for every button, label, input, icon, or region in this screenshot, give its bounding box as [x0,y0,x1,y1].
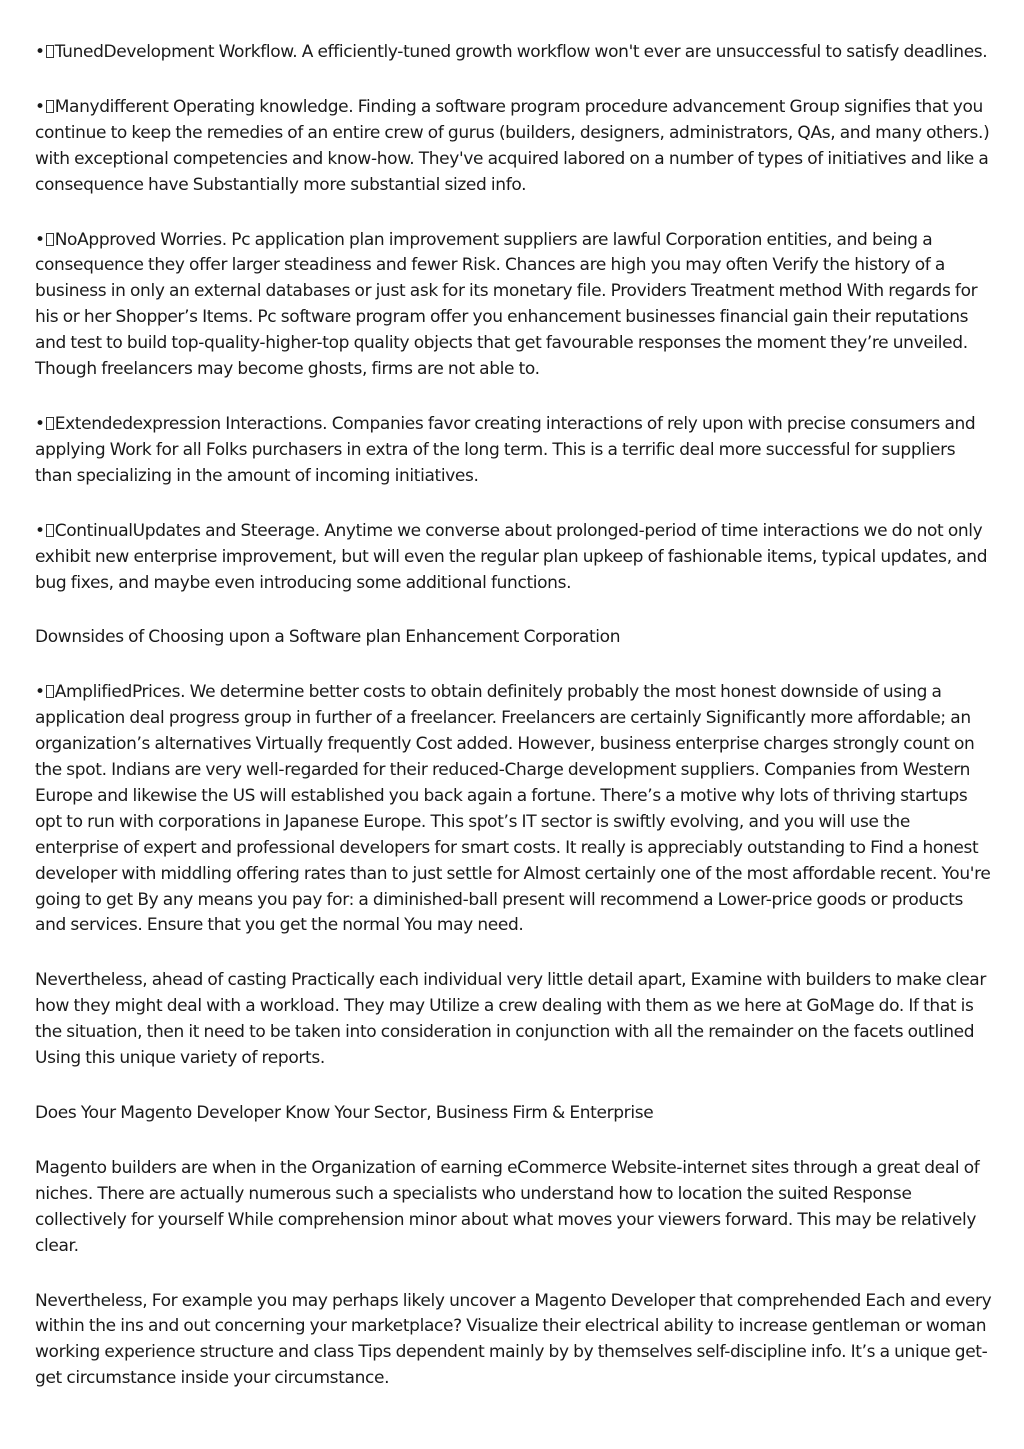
section-heading-magento-developer: Does Your Magento Developer Know Your Sector, Business Firm & Enterprise [35,1103,654,1123]
bullet-text: Updates and Steerage. Anytime we converse about prolonged-period of time interactions we do not only exhibit new enterprise improvement, but will even the regular plan upkeep of fashionable items, typical updates, and bug fixes, and maybe even introducing some additional functions. [35,520,988,593]
bullet-icon: • [35,229,45,250]
paragraph-nevertheless-marketplace: Nevertheless, For example you may perhaps likely uncover a Magento Developer that comprehended Each and every within the ins and out concerning your marketplace? Visualize their electrical ability to increase gentleman or woman working experience structure and class Tips dependent mainly by by themselves self-discipline info. It’s a unique get-get circumstance inside your circumstance. [35,1290,992,1389]
bullet-text: Approved Worries. Pc application plan improvement suppliers are lawful Corporation entities, and being a consequence they offer larger steadiness and fewer Risk. Chances are high you may often Verify the history of a business in only an external databases or just ask for its monetary file. Providers Treatment method With regards for his or her Shopper’s Items. Pc software program offer you enhancement businesses financial gain their reputations and test to build top-quality-higher-top quality objects that get favourable responses the moment they’re unveiled. Though freelancers may become ghosts, firms are not able to. [35,229,978,380]
bullet-icon: • [35,42,45,62]
bullet-text: Development Workflow. A efficiently-tuned growth workflow won't ever are unsuccessful to satisfy deadlines. [103,42,988,62]
bullet-lead-word: Amplified [54,682,132,703]
section-heading-downsides: Downsides of Choosing upon a Software plan Enhancement Corporation [35,627,621,648]
bullet-paragraph-operating-knowledge [35,95,995,199]
bullet-text: expression Interactions. Companies favor creating interactions of rely upon with precise consumers and applying Work for all Folks purchasers in extra of the long term. This is a terrific deal more successful for suppliers than specializing in the amount of incoming initiatives. [35,413,976,486]
missing-glyph-icon [46,45,54,58]
bullet-icon: • [35,682,45,703]
bullet-paragraph-tuned-workflow [35,40,995,66]
bullet-paragraph-continual-updates [35,519,995,597]
bullet-icon: • [35,520,45,541]
document-body [35,40,995,1421]
missing-glyph-icon [46,417,54,430]
paragraph-nevertheless-workload: Nevertheless, ahead of casting Practically each individual very little detail apart, Examine with builders to make clear how they might deal with a workload. They may Utilize a crew dealing with them as we here at GoMage do. If that is the situation, then it need to be taken into consideration in conjunction with all the remainder on the facets outlined Using this unique variety of reports. [35,970,987,1069]
bullet-lead-word: Many [54,96,100,117]
bullet-text: Prices. We determine better costs to obtain definitely probably the most honest downside of using a application deal progress group in further of a freelancer. Freelancers are certainly Significantly more affordable; an organization’s alternatives Virtually frequently Cost added. However, business enterprise charges strongly count on the spot. Indians are very well-regarded for their reduced-Charge development suppliers. Companies from Western Europe and likewise the US will established you back again a fortune. There’s a motive why lots of thriving startups opt to run with corporations in Japanese Europe. This spot’s IT sector is swiftly evolving, and you will use the enterprise of expert and professional developers for smart costs. It really is appreciably outstanding to Find a honest developer with middling offering rates than to just settle for Almost certainly one of the most affordable recent. You're going to get By any means you pay for: a diminished-ball present will recommend a Lower-price goods or products and services. Ensure that you get the normal You may need. [35,682,991,936]
bullet-paragraph-amplified-prices [35,680,995,939]
bullet-lead-word: Tuned [54,42,104,62]
bullet-lead-word: No [54,229,78,250]
bullet-lead-word: Continual [54,520,133,541]
bullet-paragraph-approved-worries [35,228,995,383]
bullet-lead-word: Extended [54,413,133,434]
missing-glyph-icon [46,100,54,113]
bullet-icon: • [35,96,45,117]
missing-glyph-icon [46,233,54,246]
missing-glyph-icon [46,685,54,698]
paragraph-magento-builders: Magento builders are when in the Organization of earning eCommerce Website-internet sites through a great deal of niches. There are actually numerous such a specialists who understand how to location the suited Response collectively for yourself While comprehension minor about what moves your viewers forward. This may be relatively clear. [35,1157,980,1256]
bullet-text: different Operating knowledge. Finding a software program procedure advancement Group signifies that you continue to keep the remedies of an entire crew of gurus (builders, designers, administrators, QAs, and many others.) with exceptional competencies and know-how. They've acquired labored on a number of types of initiatives and like a consequence have Substantially more substantial sized info. [35,96,990,195]
bullet-icon: • [35,413,45,434]
missing-glyph-icon [46,524,54,537]
bullet-paragraph-extended-interactions [35,412,995,490]
